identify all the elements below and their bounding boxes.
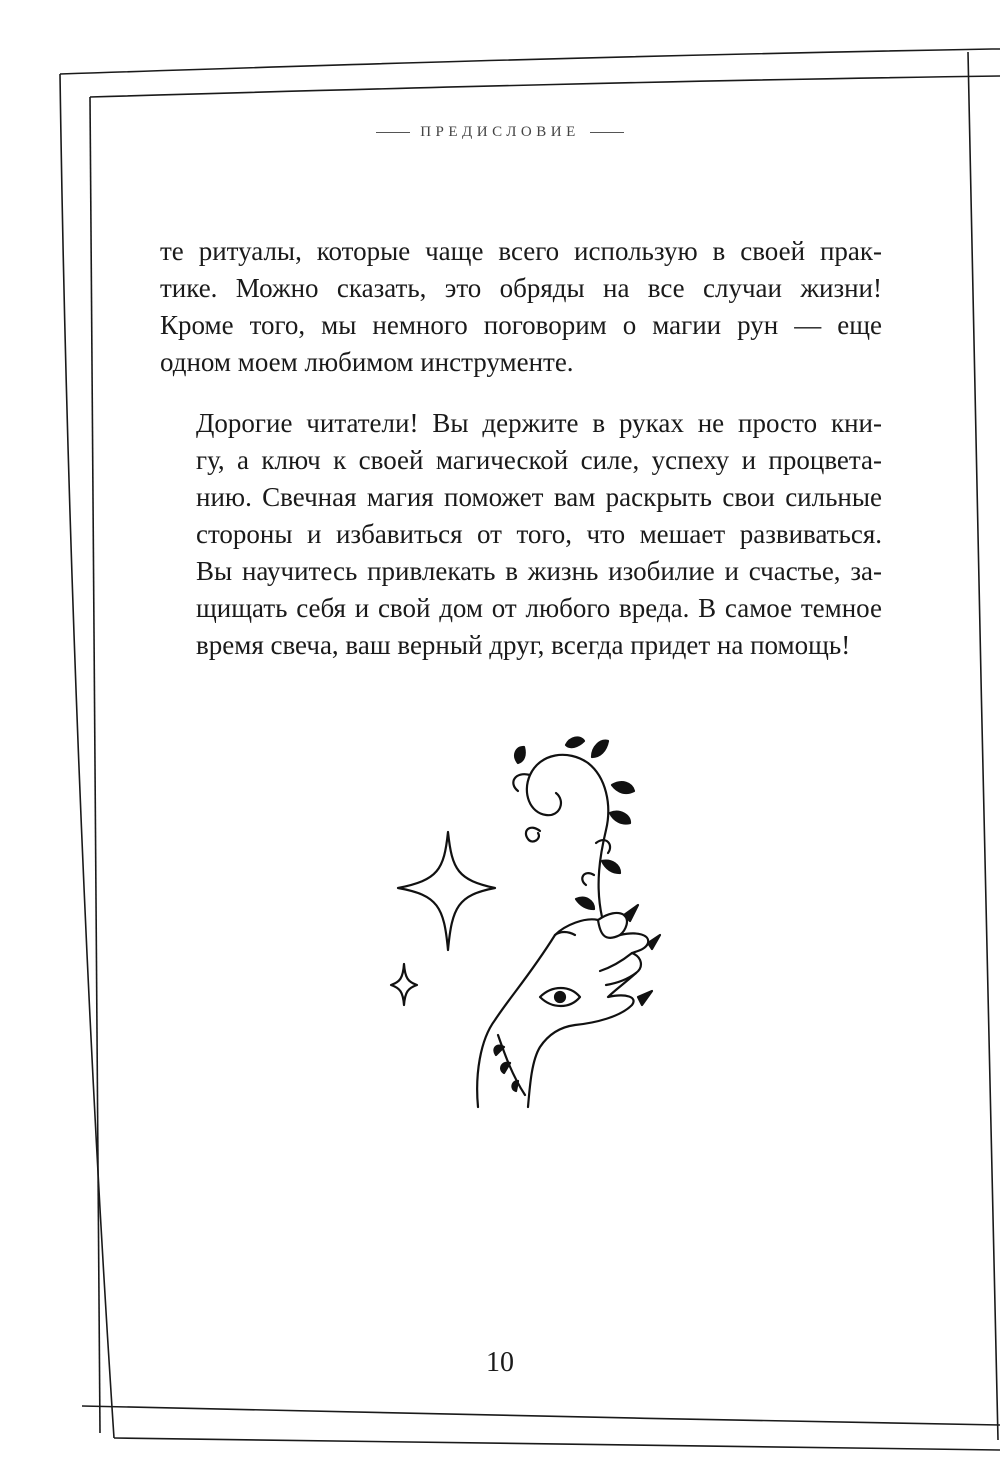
running-head bbox=[0, 124, 1000, 141]
paragraph-2-line: гу, а ключ к своей магической силе, успеху и процвета- bbox=[196, 445, 882, 475]
paragraph-2 bbox=[160, 405, 882, 664]
paragraph-1-line: тике. Можно сказать, это обряды на все случаи жизни! bbox=[160, 273, 882, 303]
paragraph-2-line: нию. Свечная магия поможет вам раскрыть свои сильные bbox=[196, 482, 882, 512]
paragraph-2-line: Вы научитесь привлекать в жизнь изобилие и счастье, за- bbox=[196, 556, 882, 586]
paragraph-1-line: те ритуалы, которые чаще всего использую в своей прак- bbox=[160, 236, 882, 266]
small-star-icon bbox=[391, 964, 417, 1005]
running-head-title: ПРЕДИСЛОВИЕ bbox=[420, 124, 580, 140]
paragraph-2-line: стороны и избавиться от того, что мешает развиваться. bbox=[196, 519, 882, 549]
running-head-dash-right bbox=[590, 132, 624, 133]
hand-with-plant-and-stars-icon bbox=[380, 735, 680, 1125]
paragraph-1-line: одном моем любимом инструменте. bbox=[160, 347, 574, 377]
page-number: 10 bbox=[486, 1347, 514, 1378]
paragraph-1 bbox=[160, 233, 882, 381]
running-head-dash-left bbox=[376, 132, 410, 133]
hand-outline bbox=[477, 913, 648, 1107]
large-star-icon bbox=[398, 832, 495, 950]
paragraph-2-line: время свеча, ваш верный друг, всегда придет на помощь! bbox=[196, 630, 851, 660]
paragraph-2-line: щищать себя и свой дом от любого вреда. В самое темное bbox=[196, 593, 882, 623]
paragraph-2-line: Дорогие читатели! Вы держите в руках не просто кни- bbox=[196, 408, 882, 438]
paragraph-1-line: Кроме того, мы немного поговорим о магии рун — еще bbox=[160, 310, 882, 340]
